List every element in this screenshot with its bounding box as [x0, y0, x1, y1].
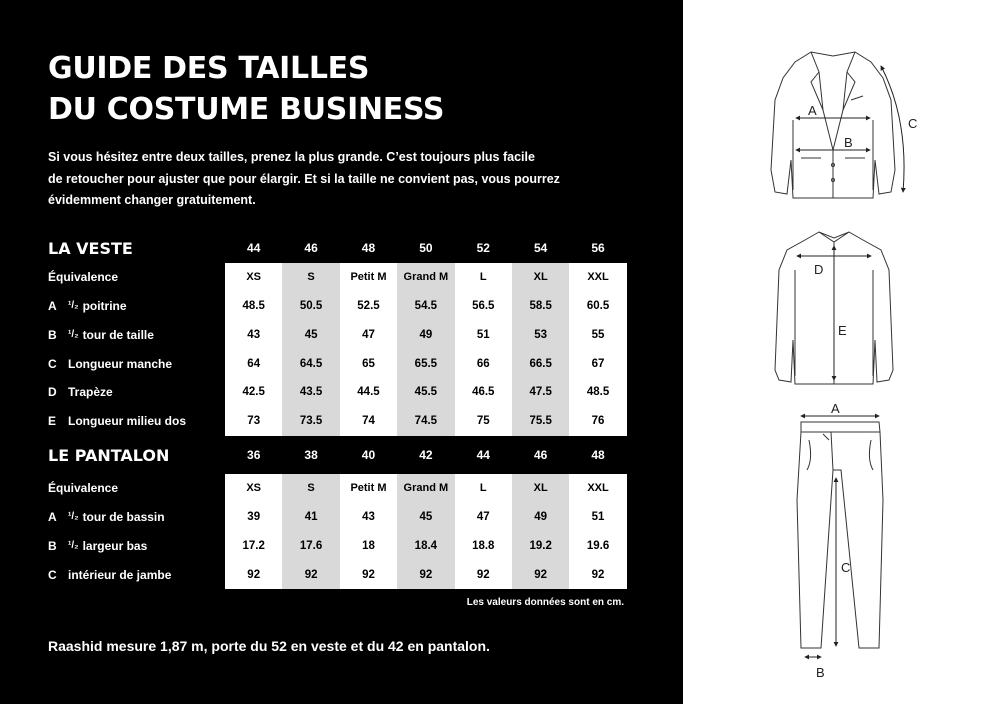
veste-size-table: [48, 234, 628, 436]
table-cell: 45: [282, 320, 339, 349]
pantalon-equivalence-row: [48, 474, 628, 503]
table-cell: S: [282, 263, 339, 292]
veste-size-50: 50: [419, 241, 433, 256]
veste-size-48: 48: [361, 241, 376, 256]
garment-illustrations: [683, 0, 1000, 704]
veste-row-longueur-milieu-dos: [48, 407, 628, 436]
table-cell: 48.5: [569, 378, 626, 407]
table-cell: 73.5: [282, 407, 339, 436]
illustrations-panel: [683, 0, 1000, 704]
row-fraction: ¹/₂: [68, 511, 79, 523]
table-cell: 74.5: [397, 407, 454, 436]
row-label-text: Longueur manche: [68, 356, 173, 371]
table-cell: L: [455, 474, 512, 503]
label-a: A: [831, 401, 840, 416]
table-cell: XXL: [569, 263, 626, 292]
veste-row-tour-de-taille: [48, 320, 628, 349]
table-cell: 19.2: [512, 531, 569, 560]
row-label-text: Trapèze: [68, 385, 113, 400]
veste-row-trapeze: [48, 378, 628, 407]
veste-size-44: 44: [247, 241, 261, 256]
table-cell: 60.5: [569, 292, 626, 321]
row-label: [48, 299, 224, 313]
table-cell: 55: [569, 320, 626, 349]
table-cell: 18: [340, 531, 397, 560]
table-cell: 58.5: [512, 292, 569, 321]
label-c: C: [908, 116, 918, 131]
row-letter: D: [48, 385, 57, 400]
table-cell: XS: [225, 263, 282, 292]
row-label: [48, 357, 224, 371]
row-letter: A: [48, 298, 57, 313]
table-cell: 42.5: [225, 378, 282, 407]
table-cell: 66: [455, 349, 512, 378]
table-cell: 73: [225, 407, 282, 436]
row-label-text: poitrine: [82, 298, 127, 313]
row-letter: B: [48, 538, 57, 553]
row-letter: A: [48, 509, 57, 524]
row-fraction: ¹/₂: [68, 329, 79, 341]
table-cell: Petit M: [340, 474, 397, 503]
pantalon-size-48: 48: [591, 448, 605, 463]
label-a: A: [808, 103, 817, 118]
table-cell: 45: [397, 503, 454, 532]
table-cell: 47.5: [512, 378, 569, 407]
table-cell: 51: [455, 320, 512, 349]
pantalon-header-row: [48, 441, 628, 470]
table-cell: 67: [569, 349, 626, 378]
label-b: B: [844, 135, 853, 150]
row-fraction: ¹/₂: [68, 300, 79, 312]
veste-row-longueur-manche: [48, 349, 628, 378]
row-label-text: Longueur milieu dos: [68, 414, 187, 429]
label-b: B: [816, 665, 825, 680]
veste-header-row: [48, 234, 628, 263]
row-letter: C: [48, 567, 57, 582]
table-cell: 46.5: [455, 378, 512, 407]
table-cell: Grand M: [397, 263, 454, 292]
row-label-text: tour de taille: [82, 327, 154, 342]
table-cell: 43.5: [282, 378, 339, 407]
table-cell: 65: [340, 349, 397, 378]
table-cell: 92: [397, 560, 454, 589]
table-cell: 43: [340, 503, 397, 532]
row-letter: C: [48, 356, 57, 371]
veste-row-poitrine: [48, 292, 628, 321]
intro-text: Si vous hésitez entre deux tailles, prenez la plus grande. C’est toujours plus facile de retoucher pour ajuster que pour élargir. Et si la taille ne convient pas, vous pourrez évidemment changer gratuitement.: [48, 150, 560, 207]
pantalon-size-38: 38: [304, 448, 318, 463]
table-cell: XXL: [569, 474, 626, 503]
table-cell: 45.5: [397, 378, 454, 407]
table-cell: 49: [397, 320, 454, 349]
table-cell: 64: [225, 349, 282, 378]
table-cell: 74: [340, 407, 397, 436]
table-cell: XS: [225, 474, 282, 503]
units-note: Les valeurs données sont en cm.: [466, 597, 624, 608]
table-cell: 17.6: [282, 531, 339, 560]
row-label-text: largeur bas: [82, 538, 148, 553]
model-info: Raashid mesure 1,87 m, porte du 52 en veste et du 42 en pantalon.: [48, 638, 490, 654]
pantalon-row-tour-de-bassin: [48, 503, 628, 532]
row-label: [48, 385, 224, 399]
pantalon-size-table: [48, 441, 628, 589]
table-cell: 66.5: [512, 349, 569, 378]
pantalon-size-46: 46: [533, 448, 548, 463]
table-cell: 18.4: [397, 531, 454, 560]
veste-size-54: 54: [533, 241, 548, 256]
table-cell: 65.5: [397, 349, 454, 378]
row-fraction: ¹/₂: [68, 540, 79, 552]
row-label-text: tour de bassin: [82, 509, 165, 524]
pantalon-section-title: LE PANTALON: [48, 445, 170, 465]
row-label: Équivalence: [48, 270, 119, 285]
veste-equivalence-row: [48, 263, 628, 292]
pantalon-size-36: 36: [247, 448, 261, 463]
table-cell: 92: [512, 560, 569, 589]
veste-size-52: 52: [476, 241, 490, 256]
table-cell: 39: [225, 503, 282, 532]
page-title: GUIDE DES TAILLES DU COSTUME BUSINESS: [48, 51, 445, 127]
table-cell: 54.5: [397, 292, 454, 321]
table-cell: 17.2: [225, 531, 282, 560]
table-cell: 44.5: [340, 378, 397, 407]
row-label: [48, 414, 224, 428]
table-cell: 92: [340, 560, 397, 589]
table-cell: 41: [282, 503, 339, 532]
pantalon-size-42: 42: [419, 448, 433, 463]
row-label: [48, 539, 224, 553]
trousers-drawing: [797, 422, 883, 648]
jacket-front-drawing: [771, 52, 895, 198]
table-cell: 19.6: [569, 531, 626, 560]
table-cell: 92: [455, 560, 512, 589]
table-cell: 92: [225, 560, 282, 589]
row-label: [48, 328, 224, 342]
table-cell: 92: [569, 560, 626, 589]
pantalon-size-40: 40: [361, 448, 376, 463]
table-cell: 56.5: [455, 292, 512, 321]
table-cell: 52.5: [340, 292, 397, 321]
table-cell: 51: [569, 503, 626, 532]
veste-size-46: 46: [304, 241, 318, 256]
table-cell: 64.5: [282, 349, 339, 378]
pantalon-size-44: 44: [476, 448, 490, 463]
table-cell: 49: [512, 503, 569, 532]
table-cell: 18.8: [455, 531, 512, 560]
table-cell: S: [282, 474, 339, 503]
row-label: Équivalence: [48, 481, 119, 496]
table-cell: 48.5: [225, 292, 282, 321]
row-letter: B: [48, 327, 57, 342]
table-cell: Grand M: [397, 474, 454, 503]
table-cell: 75: [455, 407, 512, 436]
table-cell: 75.5: [512, 407, 569, 436]
veste-section-title: LA VESTE: [48, 238, 133, 258]
table-cell: 47: [340, 320, 397, 349]
pantalon-row-largeur-bas: [48, 531, 628, 560]
table-cell: L: [455, 263, 512, 292]
table-cell: 53: [512, 320, 569, 349]
label-c: C: [841, 560, 851, 575]
table-cell: XL: [512, 263, 569, 292]
table-cell: 50.5: [282, 292, 339, 321]
row-letter: E: [48, 414, 57, 429]
veste-size-56: 56: [591, 241, 605, 256]
row-label-text: intérieur de jambe: [68, 567, 172, 582]
label-d: D: [814, 262, 824, 277]
table-cell: 76: [569, 407, 626, 436]
row-label: [48, 510, 224, 524]
table-cell: 43: [225, 320, 282, 349]
pantalon-row-interieur-de-jambe: [48, 560, 628, 589]
table-cell: XL: [512, 474, 569, 503]
table-cell: 92: [282, 560, 339, 589]
table-cell: Petit M: [340, 263, 397, 292]
table-cell: 47: [455, 503, 512, 532]
label-e: E: [838, 323, 847, 338]
row-label: [48, 568, 224, 582]
